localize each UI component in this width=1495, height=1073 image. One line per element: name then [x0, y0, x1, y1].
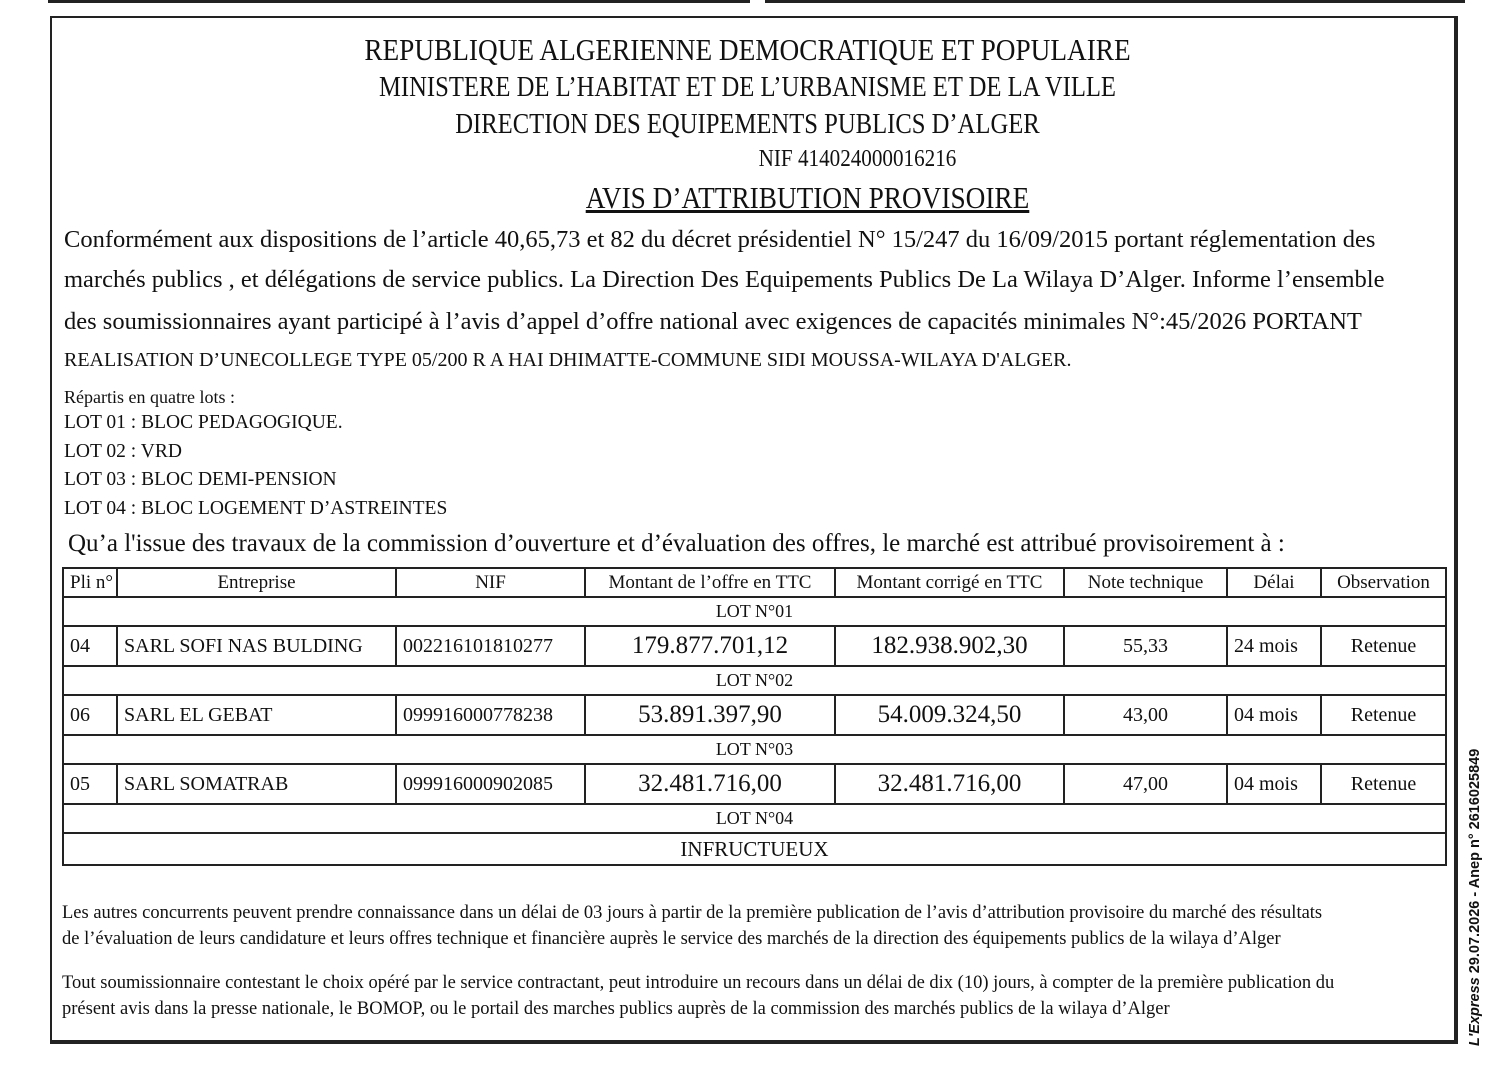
table-row: [63, 764, 1446, 804]
lot-item: LOT 04 : BLOC LOGEMENT D’ASTREINTES: [64, 497, 448, 519]
notice-title: AVIS D’ATTRIBUTION PROVISOIRE: [585, 180, 1030, 215]
award-table: [62, 567, 1447, 866]
top-rule-left: [48, 0, 750, 3]
cell-entreprise: SARL SOMATRAB: [117, 764, 396, 804]
cell-nif: 099916000902085: [396, 764, 585, 804]
footer-line: de l’évaluation de leurs candidature et leurs offres technique et financière auprès le service des marchés de la direction des équipements publics de la wilaya d’Alger: [62, 929, 1281, 949]
cell-note: 43,00: [1064, 695, 1227, 735]
lot-label: LOT N°02: [63, 666, 1446, 695]
cell-delai: 24 mois: [1227, 626, 1321, 666]
body-paragraph-line-1: Conformément aux dispositions de l’article 40,65,73 et 82 du décret présidentiel N° 15/247 du 16/09/2015 portant réglementation des: [64, 226, 1376, 253]
cell-montant-offre: 32.481.716,00: [585, 764, 835, 804]
col-header: Délai: [1227, 568, 1321, 597]
col-header: Note technique: [1064, 568, 1227, 597]
footer-paragraph-1: [62, 900, 1322, 952]
col-header: Pli n°: [63, 568, 117, 597]
cell-montant-corrige: 54.009.324,50: [835, 695, 1064, 735]
table-header-row: [63, 568, 1446, 597]
publication-ref-number: 29.07.2026 - Anep n° 2616025849: [1467, 748, 1483, 978]
col-header: Montant corrigé en TTC: [835, 568, 1064, 597]
cell-entreprise: SARL SOFI NAS BULDING: [117, 626, 396, 666]
cell-pli: 04: [63, 626, 117, 666]
lot-label: LOT N°03: [63, 735, 1446, 764]
table-row: [63, 626, 1446, 666]
cell-delai: 04 mois: [1227, 764, 1321, 804]
header-ministry: MINISTERE DE L’HABITAT ET DE L’URBANISME ET DE LA VILLE: [379, 72, 1116, 103]
header-nif: NIF 414024000016216: [758, 146, 957, 172]
cell-observation: Retenue: [1321, 764, 1446, 804]
publication-source: L'Express: [1467, 977, 1483, 1046]
cell-observation: Retenue: [1321, 626, 1446, 666]
lot-label: LOT N°01: [63, 597, 1446, 626]
col-header: Entreprise: [117, 568, 396, 597]
table-row: [63, 695, 1446, 735]
header-republic: REPUBLIQUE ALGERIENNE DEMOCRATIQUE ET POPULAIRE: [364, 32, 1131, 67]
footer-line: Tout soumissionnaire contestant le choix opéré par le service contractant, peut introduire un recours dans un délai de dix (10) jours, à compter de la première publication du: [62, 973, 1335, 993]
publication-reference: [1467, 749, 1483, 1046]
cell-pli: 06: [63, 695, 117, 735]
body-paragraph-line-2: marchés publics , et délégations de service publics. La Direction Des Equipements Publics De La Wilaya D’Alger. Informe l’ensemble: [64, 266, 1385, 293]
cell-montant-offre: 53.891.397,90: [585, 695, 835, 735]
cell-montant-corrige: 32.481.716,00: [835, 764, 1064, 804]
col-header: Montant de l’offre en TTC: [585, 568, 835, 597]
infructueux-label: INFRUCTUEUX: [63, 833, 1446, 865]
cell-entreprise: SARL EL GEBAT: [117, 695, 396, 735]
cell-observation: Retenue: [1321, 695, 1446, 735]
col-header: Observation: [1321, 568, 1446, 597]
cell-nif: 099916000778238: [396, 695, 585, 735]
lot-item: LOT 03 : BLOC DEMI-PENSION: [64, 469, 337, 490]
body-paragraph-line-4: REALISATION D’UNECOLLEGE TYPE 05/200 R A HAI DHIMATTE-COMMUNE SIDI MOUSSA-WILAYA D'ALGER.: [64, 349, 1072, 371]
cell-pli: 05: [63, 764, 117, 804]
lot-row: [63, 804, 1446, 833]
footer-line: Les autres concurrents peuvent prendre connaissance dans un délai de 03 jours à partir de la première publication de l’avis d’attribution provisoire du marché des résultats: [62, 903, 1323, 923]
cell-montant-corrige: 182.938.902,30: [835, 626, 1064, 666]
lot-row: [63, 735, 1446, 764]
award-intro: Qu’a l'issue des travaux de la commission d’ouverture et d’évaluation des offres, le marché est attribué provisoirement à :: [68, 530, 1285, 557]
cell-montant-offre: 179.877.701,12: [585, 626, 835, 666]
body-paragraph-line-3: des soumissionnaires ayant participé à l’avis d’appel d’offre national avec exigences de capacités minimales N°:45/2026 PORTANT: [64, 308, 1362, 335]
lots-list: [64, 385, 447, 523]
header-direction: DIRECTION DES EQUIPEMENTS PUBLICS D’ALGER: [455, 109, 1040, 140]
infructueux-row: [63, 833, 1446, 865]
lots-intro: Répartis en quatre lots :: [64, 387, 235, 407]
footer-paragraph-2: [62, 970, 1334, 1022]
cell-note: 47,00: [1064, 764, 1227, 804]
top-rule-right: [765, 0, 1465, 3]
lot-item: LOT 02 : VRD: [64, 440, 182, 462]
cell-nif: 002216101810277: [396, 626, 585, 666]
lot-item: LOT 01 : BLOC PEDAGOGIQUE.: [64, 412, 343, 433]
lot-row: [63, 597, 1446, 626]
col-header: NIF: [396, 568, 585, 597]
cell-note: 55,33: [1064, 626, 1227, 666]
footer-line: présent avis dans la presse nationale, le BOMOP, ou le portail des marches publics auprès de la commission des marchés publics de la wilaya d’Alger: [62, 999, 1170, 1019]
cell-delai: 04 mois: [1227, 695, 1321, 735]
lot-row: [63, 666, 1446, 695]
lot-label: LOT N°04: [63, 804, 1446, 833]
